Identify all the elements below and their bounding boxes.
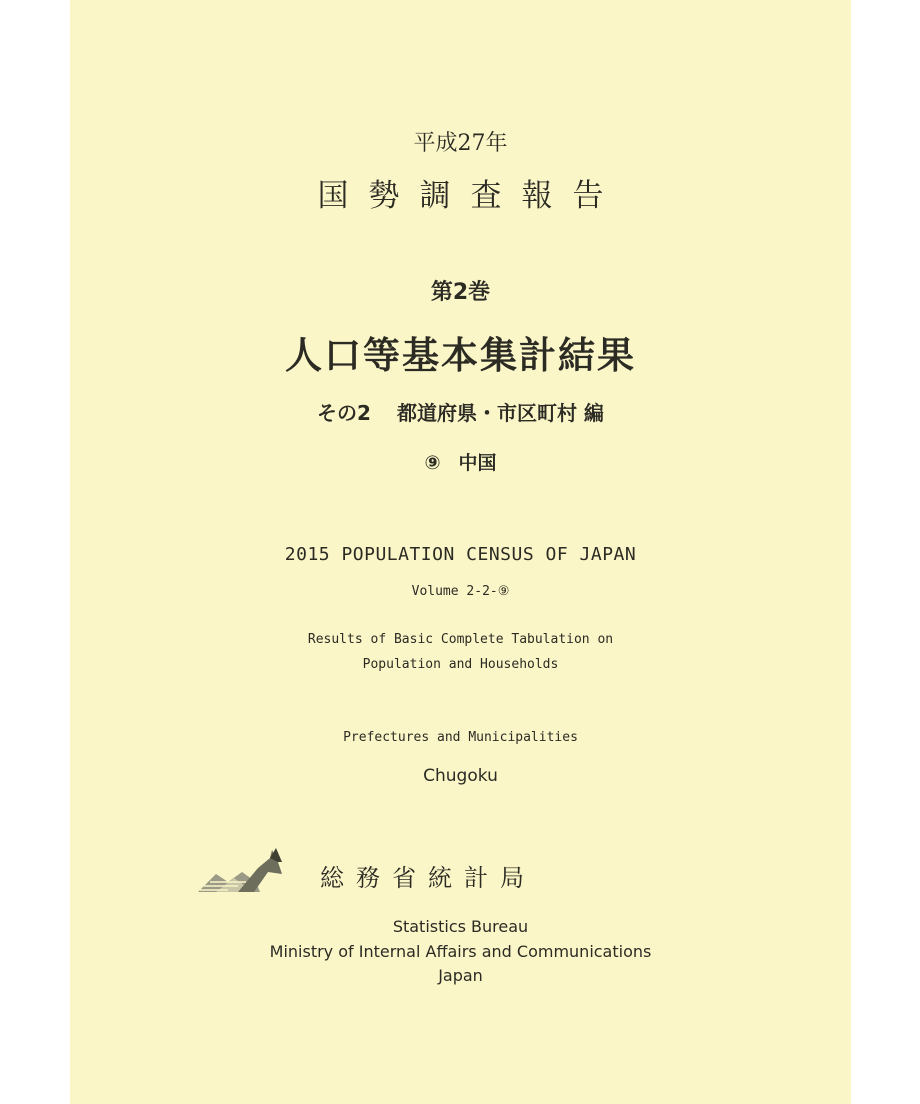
subtitle-jp [70,397,851,426]
agency-name-en-line1: Statistics Bureau [392,917,529,936]
agency-name-en-line2: Ministry of Internal Affairs and Communications [269,942,652,961]
region-number: ⑨ [424,452,441,474]
agency-name-jp: 総務省統計局 [320,864,536,892]
main-title: 人口等基本集計結果 [285,334,636,377]
results-title-en-line2: Population and Households [362,657,559,672]
results-title-en-line1: Results of Basic Complete Tabulation on [307,632,614,647]
report-cover [70,0,851,1104]
region-jp [70,448,851,475]
region-name-jp: 中国 [458,452,497,474]
volume-label-en: Volume 2-2-⑨ [411,584,510,599]
scope-en: Prefectures and Municipalities [343,730,578,745]
era-year: 平成27年 [413,131,508,156]
agency-name-en-line3: Japan [438,966,483,985]
census-title-en: 2015 POPULATION CENSUS OF JAPAN [284,544,637,565]
region-name-en: Chugoku [423,766,498,786]
report-title: 国勢調査報告 [317,178,624,214]
subtitle-scope: 都道府県・市区町村 編 [396,401,604,425]
volume-label-jp: 第2巻 [430,280,491,305]
statistics-bureau-logo-icon [198,848,290,894]
subtitle-part: その2 [317,401,371,425]
